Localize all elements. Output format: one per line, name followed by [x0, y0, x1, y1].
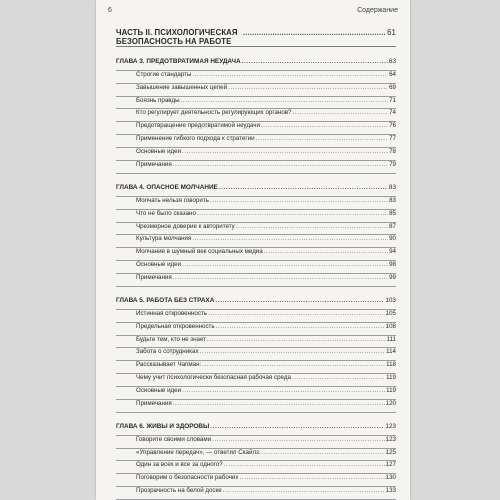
leader-dots	[200, 348, 386, 355]
running-title: Содержание	[357, 7, 398, 14]
chapter-page: 83	[388, 183, 396, 191]
toc-entry[interactable]	[116, 71, 396, 84]
chapter-heading[interactable]	[116, 184, 396, 197]
toc-entry[interactable]	[116, 210, 396, 223]
toc-entry-page: 64	[389, 70, 396, 78]
leader-dots	[192, 235, 388, 242]
leader-dots	[293, 109, 389, 116]
book-page	[96, 0, 410, 500]
toc-entry-label: Один за всех и все за одного?	[136, 461, 223, 469]
leader-dots	[256, 135, 389, 142]
leader-dots	[181, 97, 389, 104]
leader-dots	[292, 374, 385, 381]
leader-dots	[242, 58, 388, 65]
toc-entry[interactable]	[116, 487, 396, 500]
chapter-title: ГЛАВА 3. ПРЕДОТВРАТИМАЯ НЕУДАЧА	[116, 58, 241, 65]
toc-entry-page: 119	[386, 374, 396, 382]
toc-entry[interactable]	[116, 449, 396, 462]
toc-entry-page: 85	[389, 209, 396, 217]
leader-dots	[173, 161, 388, 168]
toc-entry-label: Поговорим о безопасности рабочих	[136, 474, 239, 482]
toc-entry-label: Предотвращение предотвратимой неудачи	[136, 122, 260, 130]
toc-entry-label: Культура молчания	[136, 235, 192, 243]
toc-entry[interactable]	[116, 97, 396, 110]
toc-entry-label: Молчание в шумный век социальных медиа	[136, 248, 263, 256]
toc-entry[interactable]	[116, 248, 396, 261]
toc-entry[interactable]	[116, 235, 396, 248]
toc-entry-label: Чрезмерное доверие к авторитету	[136, 222, 235, 230]
chapter-block	[116, 58, 396, 174]
toc-entry-label: Будьте тем, кто не знает	[136, 335, 207, 343]
leader-dots	[216, 323, 385, 330]
chapter-heading[interactable]	[116, 297, 396, 310]
toc-entry-label: Основные идеи	[136, 148, 182, 156]
toc-entry-page: 74	[389, 109, 396, 117]
leader-dots	[192, 71, 388, 78]
toc-entry[interactable]	[116, 474, 396, 487]
table-of-contents	[116, 28, 396, 500]
toc-entry-page: 108	[385, 322, 396, 330]
toc-entry-page: 83	[389, 196, 396, 204]
leader-dots	[239, 474, 384, 481]
toc-entry-page: 125	[385, 448, 396, 456]
page-number: 6	[108, 7, 112, 14]
toc-entry-page: 76	[389, 122, 396, 130]
toc-entry[interactable]	[116, 361, 396, 374]
toc-entry-label: Примечания	[136, 274, 172, 282]
toc-entry-label: Прозрачность на белой доске	[136, 487, 222, 495]
toc-entry[interactable]	[116, 261, 396, 274]
toc-entry-label: «Управление передач», — ответил Скайлз.	[136, 448, 261, 456]
toc-entry-page: 130	[385, 474, 396, 482]
toc-entry[interactable]	[116, 310, 396, 323]
toc-entry[interactable]	[116, 336, 396, 349]
leader-dots	[173, 274, 388, 281]
chapter-title: ГЛАВА 4. ОПАСНОЕ МОЛЧАНИЕ	[116, 183, 218, 191]
leader-dots	[210, 197, 388, 204]
toc-entry-page: 94	[389, 248, 396, 256]
toc-entry[interactable]	[116, 148, 396, 161]
toc-entry-label: Примечания	[136, 399, 172, 407]
chapter-block	[116, 184, 396, 287]
toc-entry-page: 71	[389, 96, 396, 104]
toc-entry-page: 98	[389, 261, 396, 269]
toc-entry[interactable]	[116, 323, 396, 336]
leader-dots	[207, 336, 386, 343]
toc-entry[interactable]	[116, 348, 396, 361]
part-page: 61	[387, 28, 396, 37]
toc-entry-label: Основные идеи	[136, 387, 182, 395]
toc-entry-label: Боязнь правды	[136, 96, 180, 104]
leader-dots	[182, 148, 388, 155]
toc-entry-page: 99	[389, 274, 396, 282]
leader-dots	[261, 122, 388, 129]
toc-entry-page: 87	[389, 222, 396, 230]
toc-entry-label: Рассказывает Чапман:	[136, 361, 202, 369]
chapter-page: 103	[385, 296, 396, 304]
leader-dots	[208, 310, 385, 317]
toc-entry-label: Забота о сотрудниках	[136, 348, 199, 356]
toc-entry[interactable]	[116, 161, 396, 174]
toc-entry-page: 79	[389, 161, 396, 169]
toc-entry[interactable]	[116, 109, 396, 122]
leader-dots	[197, 210, 388, 217]
leader-dots	[264, 248, 388, 255]
toc-entry[interactable]	[116, 400, 396, 413]
toc-entry-page: 133	[385, 487, 396, 495]
chapter-heading[interactable]	[116, 423, 396, 436]
toc-entry-page: 114	[386, 348, 396, 356]
chapters-list	[116, 58, 396, 500]
toc-entry-page: 119	[386, 387, 396, 395]
toc-entry[interactable]	[116, 374, 396, 387]
toc-entry[interactable]	[116, 436, 396, 449]
running-header	[108, 7, 398, 19]
leader-dots	[243, 28, 386, 37]
toc-entry-page: 77	[389, 135, 396, 143]
toc-entry-label: Истинная откровенность	[136, 309, 207, 317]
toc-entry[interactable]	[116, 84, 396, 97]
toc-entry-page: 123	[385, 435, 396, 443]
toc-entry-page: 127	[385, 461, 396, 469]
toc-entry-label: Строгие стандарты	[136, 70, 192, 78]
toc-entry-label: Говорите своими словами	[136, 435, 212, 443]
toc-entry-page: 78	[389, 148, 396, 156]
chapter-heading[interactable]	[116, 58, 396, 71]
chapter-page: 63	[388, 58, 396, 65]
toc-entry[interactable]	[116, 274, 396, 287]
toc-entry-label: Основные идеи	[136, 261, 182, 269]
toc-entry-label: Предельная откровенность	[136, 322, 215, 330]
toc-entry-label: Молчать нельзя говорить	[136, 196, 209, 204]
leader-dots	[223, 487, 385, 494]
chapter-block	[116, 297, 396, 413]
toc-entry-label: Применение гибкого подхода к стратегии	[136, 135, 255, 143]
chapter-block	[116, 423, 396, 500]
toc-entry-page: 90	[389, 235, 396, 243]
part-title: ЧАСТЬ II. ПСИХОЛОГИЧЕСКАЯ БЕЗОПАСНОСТЬ НА РАБОТЕ	[116, 28, 238, 46]
toc-entry-label: Чему учит психологически безопасная рабочая среда	[136, 374, 291, 382]
chapter-title: ГЛАВА 5. РАБОТА БЕЗ СТРАХА	[116, 296, 215, 304]
toc-entry[interactable]	[116, 197, 396, 210]
leader-dots	[224, 461, 385, 468]
toc-entry-label: Кто регулирует деятельность регулирующих органов?	[136, 109, 292, 117]
leader-dots	[202, 361, 385, 368]
leader-dots	[182, 387, 385, 394]
toc-entry-page: 105	[385, 309, 396, 317]
toc-entry[interactable]	[116, 135, 396, 148]
leader-dots	[215, 297, 384, 304]
toc-entry-page: 69	[389, 83, 396, 91]
chapter-title: ГЛАВА 6. ЖИВЫ И ЗДОРОВЫ	[116, 422, 210, 430]
toc-entry-page: 118	[386, 361, 396, 369]
leader-dots	[210, 423, 384, 430]
toc-entry[interactable]	[116, 461, 396, 474]
leader-dots	[236, 223, 388, 230]
toc-entry-label: Что не было сказано	[136, 209, 196, 217]
toc-entry[interactable]	[116, 387, 396, 400]
toc-entry[interactable]	[116, 122, 396, 135]
toc-entry[interactable]	[116, 223, 396, 236]
leader-dots	[182, 261, 388, 268]
leader-dots	[228, 84, 388, 91]
leader-dots	[262, 449, 385, 456]
part-heading	[116, 28, 396, 47]
leader-dots	[173, 400, 385, 407]
leader-dots	[212, 436, 385, 443]
toc-entry-label: Завышение завышенных целей	[136, 83, 228, 91]
toc-entry-page: 120	[385, 399, 396, 407]
toc-entry-page: 111	[386, 335, 396, 343]
leader-dots	[219, 184, 388, 191]
chapter-page: 123	[385, 422, 396, 430]
toc-entry-label: Примечания	[136, 161, 172, 169]
